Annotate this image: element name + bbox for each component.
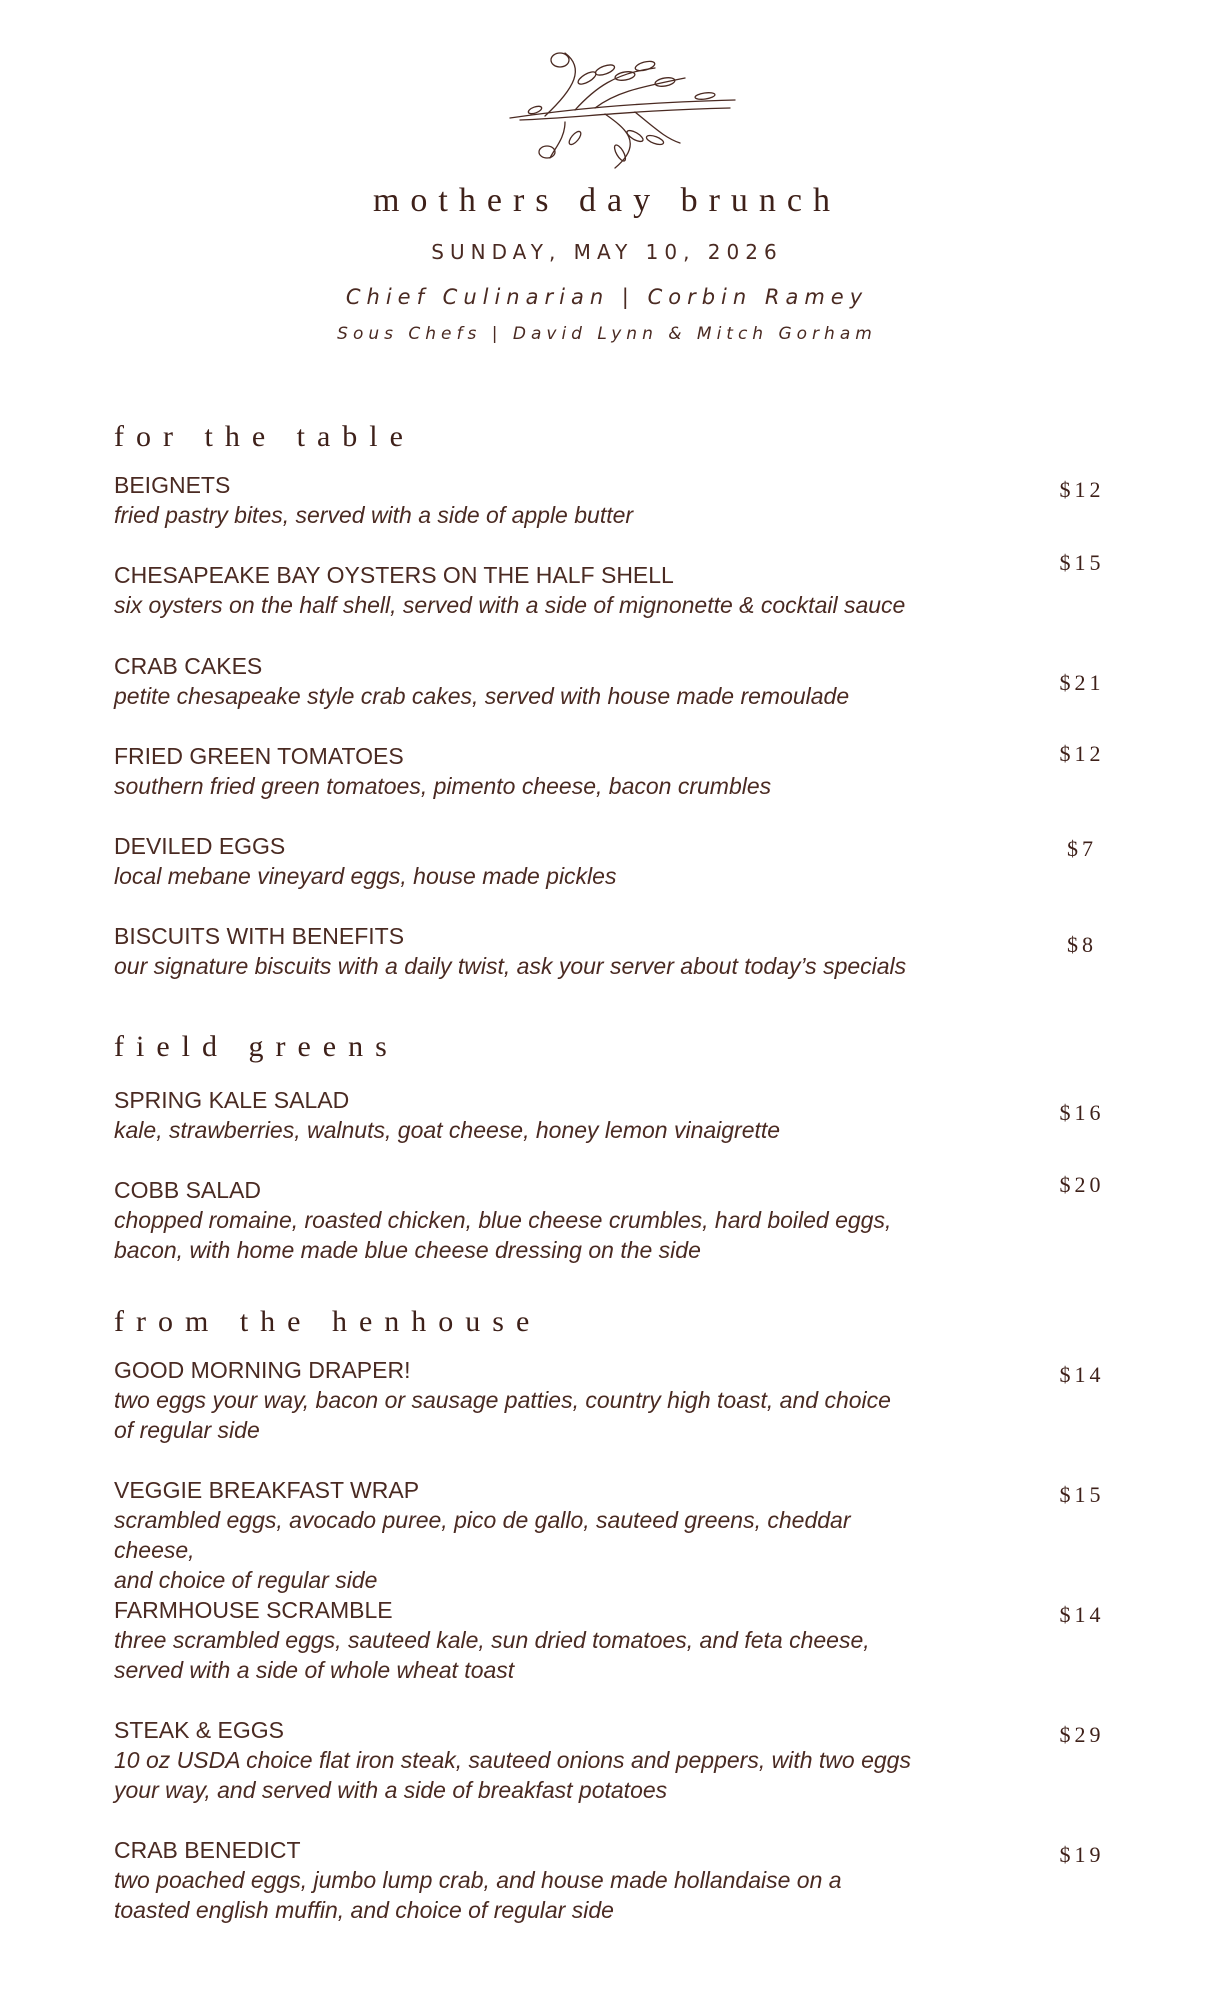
item-description: three scrambled eggs, sauteed kale, sun dried tomatoes, and feta cheese, — [114, 1627, 870, 1653]
item-description: chopped romaine, roasted chicken, blue cheese crumbles, hard boiled eggs, — [114, 1207, 892, 1233]
item-name: CRAB CAKES — [114, 653, 263, 679]
menu-item — [114, 1175, 934, 1265]
sous-chef-credit: Sous Chefs | David Lynn & Mitch Gorham — [337, 324, 877, 344]
item-name: CRAB BENEDICT — [114, 1837, 301, 1863]
item-name: BISCUITS WITH BENEFITS — [114, 923, 405, 949]
item-price: $21 — [1059, 670, 1105, 695]
menu-item — [114, 560, 934, 620]
item-description: fried pastry bites, served with a side of apple butter — [114, 502, 634, 528]
page-title: mothers day brunch — [372, 182, 842, 219]
menu-item — [114, 1595, 934, 1685]
menu-item — [114, 921, 934, 981]
item-description: and choice of regular side — [114, 1567, 378, 1593]
item-name: DEVILED EGGS — [114, 833, 286, 859]
item-name: FARMHOUSE SCRAMBLE — [114, 1597, 393, 1623]
item-name: COBB SALAD — [114, 1177, 261, 1203]
menu-item — [114, 831, 934, 891]
menu-item — [114, 1475, 934, 1595]
item-name: GOOD MORNING DRAPER! — [114, 1357, 411, 1383]
item-description: local mebane vineyard eggs, house made pickles — [114, 863, 617, 889]
item-description: bacon, with home made blue cheese dressing on the side — [114, 1237, 701, 1263]
item-price: $12 — [1059, 477, 1105, 502]
item-price: $29 — [1059, 1722, 1105, 1747]
item-description: petite chesapeake style crab cakes, served with house made remoulade — [114, 683, 850, 709]
menu-item — [114, 651, 934, 711]
item-price: $15 — [1059, 550, 1105, 575]
item-name: SPRING KALE SALAD — [114, 1087, 350, 1113]
item-description: two poached eggs, jumbo lump crab, and house made hollandaise on a — [114, 1867, 842, 1893]
item-description: kale, strawberries, walnuts, goat cheese, honey lemon vinaigrette — [114, 1117, 781, 1143]
item-name: VEGGIE BREAKFAST WRAP — [114, 1477, 420, 1503]
item-price: $16 — [1059, 1100, 1105, 1125]
item-description: our signature biscuits with a daily twist, ask your server about today’s specials — [114, 953, 907, 979]
item-name: FRIED GREEN TOMATOES — [114, 743, 404, 769]
item-price: $14 — [1059, 1362, 1105, 1387]
item-price: $12 — [1059, 741, 1105, 766]
menu-item — [114, 1715, 934, 1805]
item-price: $7 — [1067, 836, 1097, 861]
item-description: six oysters on the half shell, served with a side of mignonette & cocktail sauce — [114, 592, 906, 618]
item-price: $8 — [1067, 932, 1097, 957]
item-price: $19 — [1059, 1842, 1105, 1867]
section-title: from the henhouse — [114, 1305, 542, 1338]
section-title: for the table — [114, 420, 415, 453]
item-description: southern fried green tomatoes, pimento cheese, bacon crumbles — [114, 773, 772, 799]
menu-item — [114, 1355, 934, 1445]
floral-sprig-icon — [505, 48, 740, 173]
item-description: scrambled eggs, avocado puree, pico de gallo, sauteed greens, cheddar cheese, — [114, 1507, 851, 1563]
item-name: STEAK & EGGS — [114, 1717, 284, 1743]
item-description: toasted english muffin, and choice of regular side — [114, 1897, 614, 1923]
item-description: two eggs your way, bacon or sausage patties, country high toast, and choice — [114, 1387, 891, 1413]
event-date: SUNDAY, MAY 10, 2026 — [431, 240, 783, 264]
menu-item — [114, 1835, 934, 1925]
item-description: your way, and served with a side of breakfast potatoes — [114, 1777, 668, 1803]
item-description: served with a side of whole wheat toast — [114, 1657, 515, 1683]
section-title: field greens — [114, 1030, 399, 1063]
menu-item — [114, 470, 934, 530]
item-description: 10 oz USDA choice flat iron steak, sauteed onions and peppers, with two eggs — [114, 1747, 911, 1773]
item-price: $15 — [1059, 1482, 1105, 1507]
item-price: $20 — [1059, 1172, 1105, 1197]
item-description: of regular side — [114, 1417, 260, 1443]
item-price: $14 — [1059, 1602, 1105, 1627]
menu-item — [114, 1085, 934, 1145]
menu-item — [114, 741, 934, 801]
item-name: CHESAPEAKE BAY OYSTERS ON THE HALF SHELL — [114, 562, 674, 588]
chef-credit: Chief Culinarian | Corbin Ramey — [345, 285, 869, 309]
item-name: BEIGNETS — [114, 472, 231, 498]
